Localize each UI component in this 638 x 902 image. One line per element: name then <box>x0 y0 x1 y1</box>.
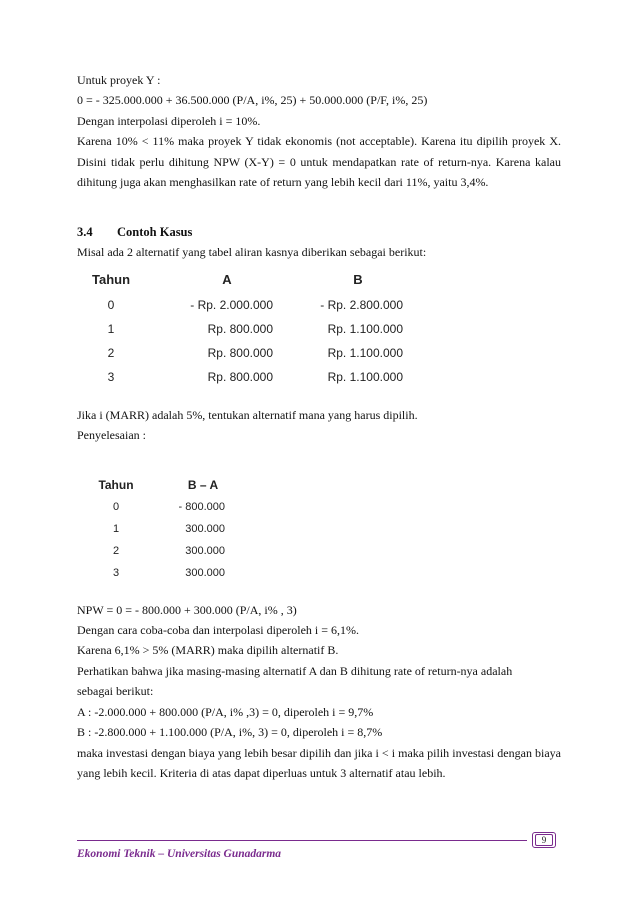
header-b: B <box>353 272 363 288</box>
table-row <box>87 518 561 540</box>
footer-text: Ekonomi Teknik – Universitas Gunadarma <box>77 848 282 860</box>
text-line: Karena 6,1% > 5% (MARR) maka dipilih alternatif B. <box>77 643 339 658</box>
cell-year: 2 <box>107 345 115 360</box>
equation-line: 0 = - 325.000.000 + 36.500.000 (P/A, i%, 25) + 50.000.000 (P/F, i%, 25) <box>77 93 428 108</box>
cell-diff: 300.000 <box>185 566 225 579</box>
table-row <box>87 562 561 584</box>
cell-year: 1 <box>112 522 120 535</box>
cell-b: Rp. 1.100.000 <box>327 345 403 360</box>
table-row <box>81 317 561 341</box>
cell-year: 0 <box>107 297 115 312</box>
footer-rule <box>77 840 527 841</box>
cell-year: 2 <box>112 544 120 557</box>
text-line: Dengan cara coba-coba dan interpolasi diperoleh i = 6,1%. <box>77 623 359 638</box>
page-number-box <box>532 832 556 848</box>
header-b-minus-a: B – A <box>187 477 219 492</box>
table-header <box>81 267 561 293</box>
cashflow-table-ab <box>81 267 561 389</box>
cell-a: - Rp. 2.000.000 <box>190 297 273 312</box>
paragraph: maka investasi dengan biaya yang lebih besar dipilih dan jika i < i maka pilih investasi dengan biaya yang lebih kecil. Kriteria di atas dapat diperluas untuk 3 alternatif atau lebih. <box>77 745 561 780</box>
text-line: sebagai berikut: <box>77 684 154 699</box>
cell-diff: - 800.000 <box>178 500 225 513</box>
cell-diff: 300.000 <box>185 544 225 557</box>
cell-a: Rp. 800.000 <box>207 369 273 384</box>
table-row <box>87 496 561 518</box>
page-content <box>77 70 561 783</box>
cell-year: 0 <box>112 500 120 513</box>
table-row <box>81 365 561 389</box>
table-header <box>87 474 561 496</box>
cell-b: - Rp. 2.800.000 <box>320 297 403 312</box>
cell-b: Rp. 1.100.000 <box>327 321 403 336</box>
cell-a: Rp. 800.000 <box>207 345 273 360</box>
cell-year: 1 <box>107 321 115 336</box>
question-text: Jika i (MARR) adalah 5%, tentukan alternatif mana yang harus dipilih. <box>77 407 418 422</box>
equation-line: NPW = 0 = - 800.000 + 300.000 (P/A, i% , 3) <box>77 602 297 617</box>
section-number: 3.4 <box>77 225 93 240</box>
cell-b: Rp. 1.100.000 <box>327 369 403 384</box>
header-tahun: Tahun <box>98 477 134 492</box>
table-row <box>81 293 561 317</box>
equation-line: B : -2.800.000 + 1.100.000 (P/A, i%, 3) = 0, diperoleh i = 8,7% <box>77 725 383 740</box>
cell-diff: 300.000 <box>185 522 225 535</box>
page-number: 9 <box>535 834 553 846</box>
cell-year: 3 <box>107 369 115 384</box>
section-heading <box>77 222 561 242</box>
table-row <box>87 540 561 562</box>
section-title: Contoh Kasus <box>117 225 193 240</box>
table-row <box>81 341 561 365</box>
paragraph: Karena 10% < 11% maka proyek Y tidak ekonomis (not acceptable). Karena itu dipilih proyek X. Disini tidak perlu dihitung NPW (X-Y) = 0 untuk mendapatkan rate of return-nya. Karena kalau dihitung juga akan menghasilkan rate of return yang lebih kecil dari 11%, yaitu 3,4%. <box>77 134 561 190</box>
header-a: A <box>222 272 232 288</box>
equation-line: A : -2.000.000 + 800.000 (P/A, i% ,3) = 0, diperoleh i = 9,7% <box>77 704 374 719</box>
cell-a: Rp. 800.000 <box>207 321 273 336</box>
cell-year: 3 <box>112 566 120 579</box>
header-tahun: Tahun <box>91 272 131 288</box>
text-line: Dengan interpolasi diperoleh i = 10%. <box>77 113 261 128</box>
text-line: Perhatikan bahwa jika masing-masing alternatif A dan B dihitung rate of return-nya adalah <box>77 663 513 678</box>
solution-label: Penyelesaian : <box>77 428 146 443</box>
difference-table-ba <box>87 474 561 584</box>
intro-text: Misal ada 2 alternatif yang tabel aliran kasnya diberikan sebagai berikut: <box>77 245 427 260</box>
text-line: Untuk proyek Y : <box>77 73 161 87</box>
